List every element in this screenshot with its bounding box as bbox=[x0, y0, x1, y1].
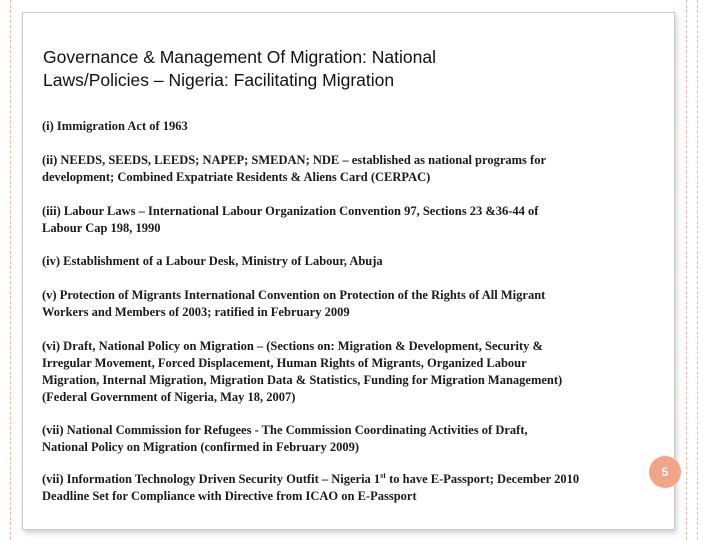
decorative-dashed-line-right bbox=[686, 0, 687, 540]
policy-item-e-passport: (vii) Information Technology Driven Security Outfit – Nigeria 1st to have E-Passport; December 2010 Deadline Set for Compliance with Directive from ICAO on E-Passport bbox=[42, 470, 580, 503]
policy-item-draft-national-policy: (vi) Draft, National Policy on Migration – (Sections on: Migration & Development, Security & Irregular Movement, Forced Displacement, Human Rights of Migrants, Organized Labour Migration, Internal Migration, Migration Data & Statistics, Funding for Migration Management) (Federal Government of Nigeria, May 18, 2007) bbox=[42, 339, 563, 404]
decorative-dashed-line-left bbox=[10, 0, 11, 540]
decorative-dashed-line-right-outer bbox=[697, 0, 698, 540]
title-line: Laws/Policies – Nigeria: Facilitating Migration bbox=[43, 70, 395, 90]
policy-item-labour-laws: (iii) Labour Laws – International Labour Organization Convention 97, Sections 23 &36-44 of Labour Cap 198, 1990 bbox=[42, 204, 539, 235]
policy-item-national-programs: (ii) NEEDS, SEEDS, LEEDS; NAPEP; SMEDAN; NDE – established as national programs for development; Combined Expatriate Residents & Aliens Card (CERPAC) bbox=[42, 153, 546, 184]
slide-title bbox=[43, 46, 603, 92]
policy-item-labour-desk: (iv) Establishment of a Labour Desk, Ministry of Labour, Abuja bbox=[42, 254, 383, 268]
policy-item-refugee-commission: (vii) National Commission for Refugees - The Commission Coordinating Activities of Draft, National Policy on Migration (confirmed in February 2009) bbox=[42, 423, 528, 454]
title-line: Governance & Management Of Migration: National bbox=[43, 47, 436, 67]
policy-item-immigration-act: (i) Immigration Act of 1963 bbox=[42, 119, 188, 133]
policy-item-protection-of-migrants: (v) Protection of Migrants International Convention on Protection of the Rights of All Migrant Workers and Members of 2003; ratified in February 2009 bbox=[42, 288, 546, 319]
page-number-badge: 5 bbox=[649, 456, 681, 488]
